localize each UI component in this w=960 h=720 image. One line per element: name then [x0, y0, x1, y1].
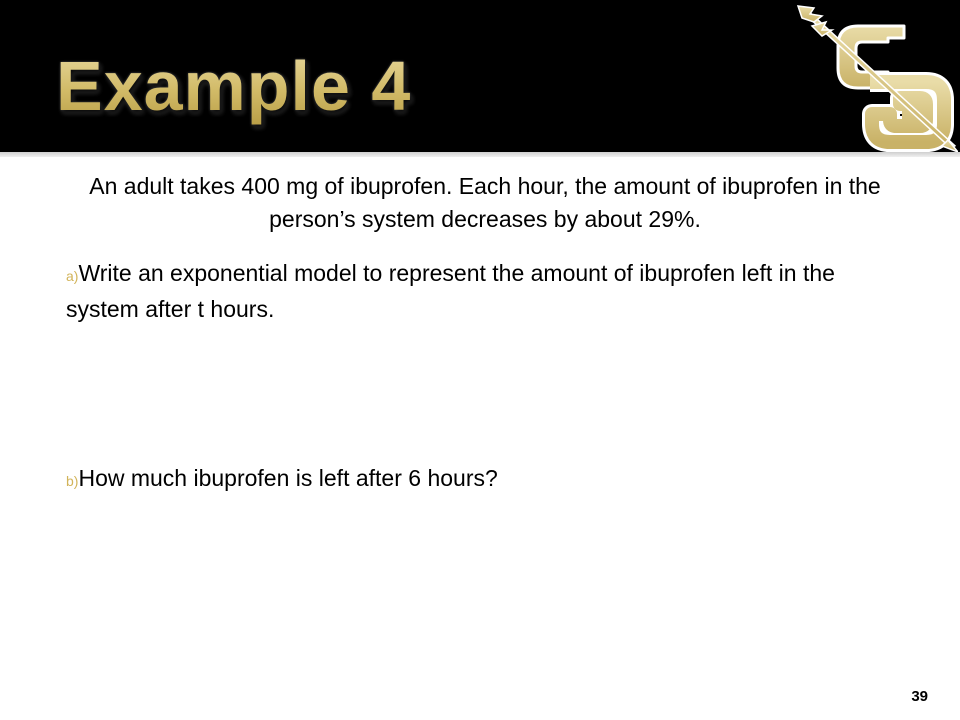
- question-a-text: Write an exponential model to represent the amount of ibuprofen left in the system after t hours.: [66, 260, 835, 322]
- page-number: 39: [911, 688, 928, 705]
- slide-title: Example 4: [56, 47, 412, 125]
- question-a-marker: a): [66, 268, 79, 284]
- question-b-marker: b): [66, 473, 79, 489]
- question-a: [66, 257, 896, 326]
- cu-logo: [792, 4, 958, 152]
- title-divider: [0, 152, 960, 157]
- question-b-text: How much ibuprofen is left after 6 hours?: [78, 465, 498, 491]
- question-b: [66, 462, 896, 498]
- problem-statement: An adult takes 400 mg of ibuprofen. Each hour, the amount of ibuprofen in the person’s system decreases by about 29%.: [89, 173, 881, 232]
